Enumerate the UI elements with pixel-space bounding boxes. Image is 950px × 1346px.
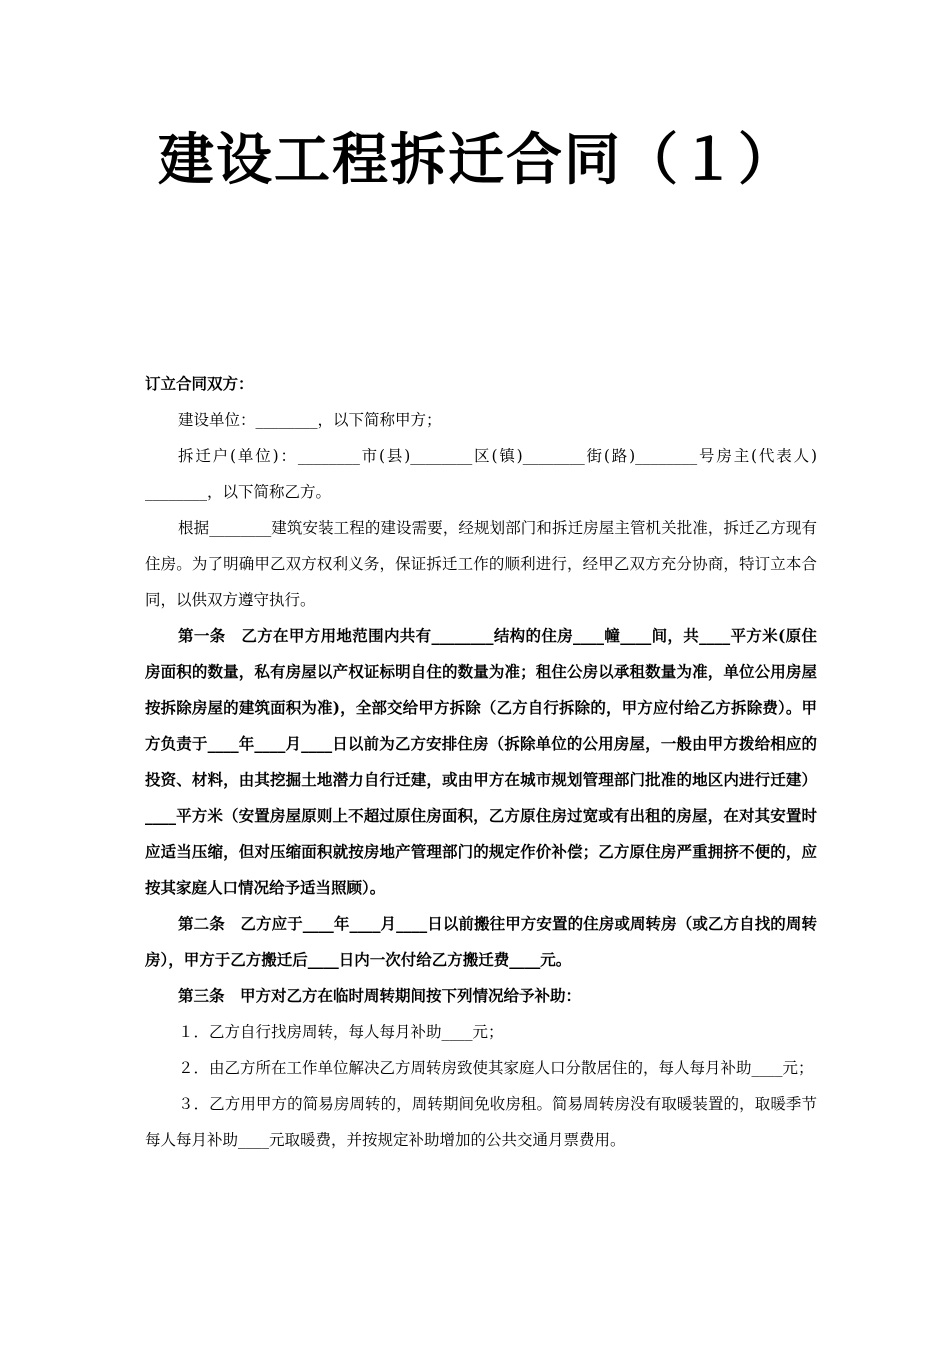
paragraph-parties-heading: 订立合同双方： [145, 374, 254, 393]
paragraph-preamble: 根据________建筑安装工程的建设需要，经规划部门和拆迁房屋主管机关批准，拆迁乙方现有住房。为了明确甲乙双方权利义务，保证拆迁工作的顺利进行，经甲乙双方充分协商，特订立本合同，以供双方遵守执行。 [145, 519, 817, 609]
paragraph-party-a: 建设单位：________，以下简称甲方； [178, 411, 442, 429]
document-title: 建设工程拆迁合同（１） [158, 127, 796, 193]
paragraph-article-1: 第一条 乙方在甲方用地范围内共有________结构的住房____幢____间，共____平方米(原住房面积的数量，私有房屋以产权证标明自住的数量为准；租住公房以承租数量为准，单位公用房屋按拆除房屋的建筑面积为准)，全部交给甲方拆除（乙方自行拆除的，甲方应付给乙方拆除费）。甲方负责于____年____月____日以前为乙方安排住房（拆除单位的公用房屋，一般由甲方拨给相应的投资、材料，由其挖掘土地潜力自行迁建，或由甲方在城市规划管理部门批准的地区内进行迁建）____平方米（安置房屋原则上不超过原住房面积，乙方原住房过宽或有出租的房屋，在对其安置时应适当压缩，但对压缩面积就按房地产管理部门的规定作价补偿；乙方原住房严重拥挤不便的，应按其家庭人口情况给予适当照顾）。 [145, 626, 817, 897]
paragraph-item-1: １．乙方自行找房周转，每人每月补助____元； [178, 1023, 504, 1041]
paragraph-article-2: 第二条 乙方应于____年____月____日以前搬往甲方安置的住房或周转房（或乙方自找的周转房），甲方于乙方搬迁后____日内一次付给乙方搬迁费____元。 [145, 914, 817, 969]
paragraph-item-3: ３．乙方用甲方的简易房周转的，周转期间免收房租。简易周转房没有取暖装置的，取暖季节每人每月补助____元取暖费，并按规定补助增加的公共交通月票费用。 [145, 1095, 817, 1149]
paragraph-party-b: 拆迁户(单位)：________市(县)________区(镇)________街(路)________号房主(代表人) ________，以下简称乙方。 [145, 447, 817, 501]
paragraph-article-3: 第三条 甲方对乙方在临时周转期间按下列情况给予补助： [178, 986, 582, 1005]
paragraph-item-2: ２．由乙方所在工作单位解决乙方周转房致使其家庭人口分散居住的，每人每月补助____元； [178, 1059, 814, 1077]
document-body [145, 366, 817, 1158]
